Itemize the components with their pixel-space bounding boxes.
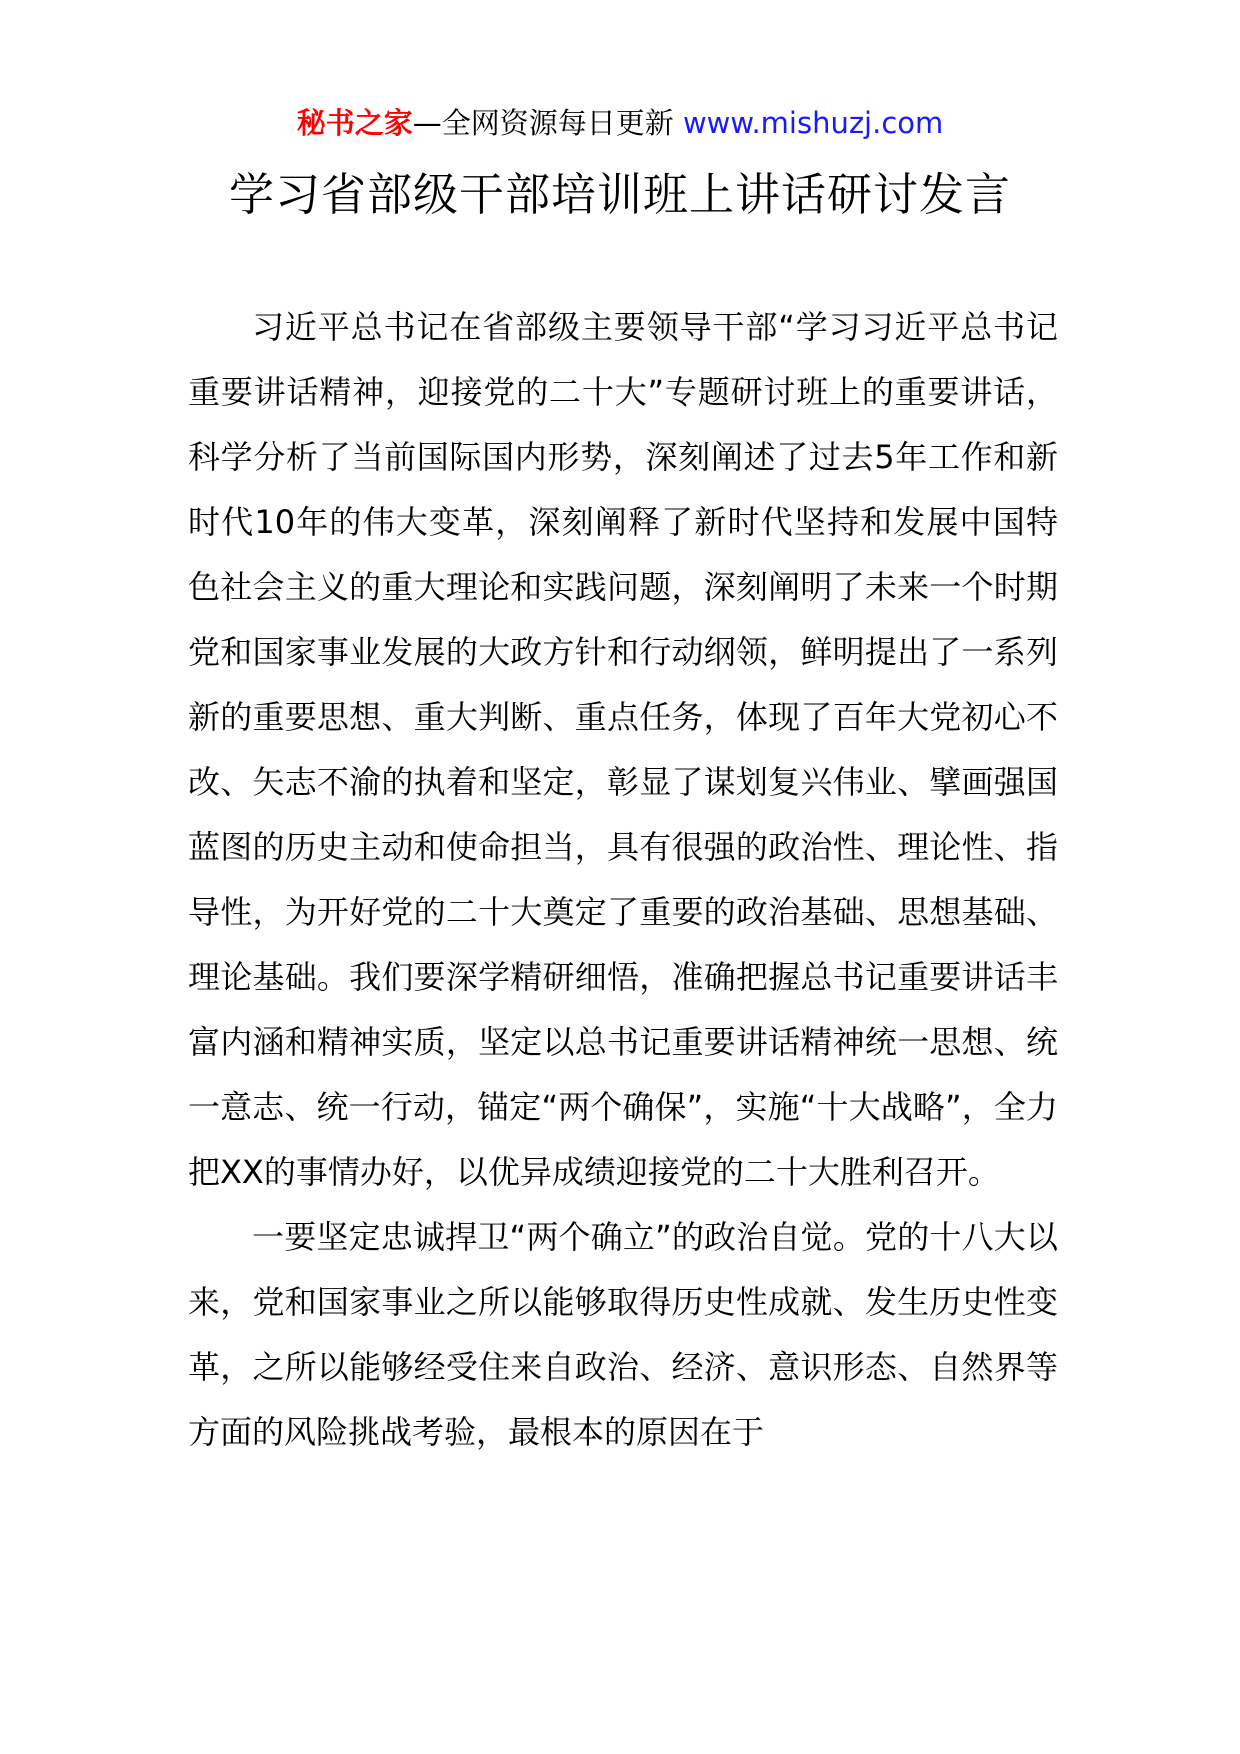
site-url-link[interactable]: www.mishuzj.com <box>682 106 944 140</box>
header-tagline: 全网资源每日更新 <box>441 106 674 140</box>
brand-name: 秘书之家 <box>296 106 413 140</box>
document-body <box>188 295 1058 1465</box>
document-title: 学习省部级干部培训班上讲话研讨发言 <box>228 168 1011 221</box>
header-separator: — <box>412 106 442 140</box>
body-paragraph-intro: 习近平总书记在省部级主要领导干部“学习习近平总书记重要讲话精神，迎接党的二十大”专题研讨班上的重要讲话，科学分析了当前国际国内形势，深刻阐述了过去5年工作和新时代10年的伟大变革，深刻阐释了新时代坚持和发展中国特色社会主义的重大理论和实践问题，深刻阐明了未来一个时期党和国家事业发展的大政方针和行动纲领，鲜明提出了一系列新的重要思想、重大判断、重点任务，体现了百年大党初心不改、矢志不渝的执着和坚定，彰显了谋划复兴伟业、擘画强国蓝图的历史主动和使命担当，具有很强的政治性、理论性、指导性，为开好党的二十大奠定了重要的政治基础、思想基础、理论基础。我们要深学精研细悟，准确把握总书记重要讲话丰富内涵和精神实质，坚定以总书记重要讲话精神统一思想、统一意志、统一行动，锚定“两个确保”，实施“十大战略”，全力把XX的事情办好，以优异成绩迎接党的二十大胜利召开。 <box>188 308 1058 1191</box>
body-paragraph-point-one: 一要坚定忠诚捍卫“两个确立”的政治自觉。党的十八大以来，党和国家事业之所以能够取得历史性成就、发生历史性变革，之所以能够经受住来自政治、经济、意识形态、自然界等方面的风险挑战考验，最根本的原因在于 <box>188 1218 1058 1451</box>
site-header <box>0 103 1240 143</box>
